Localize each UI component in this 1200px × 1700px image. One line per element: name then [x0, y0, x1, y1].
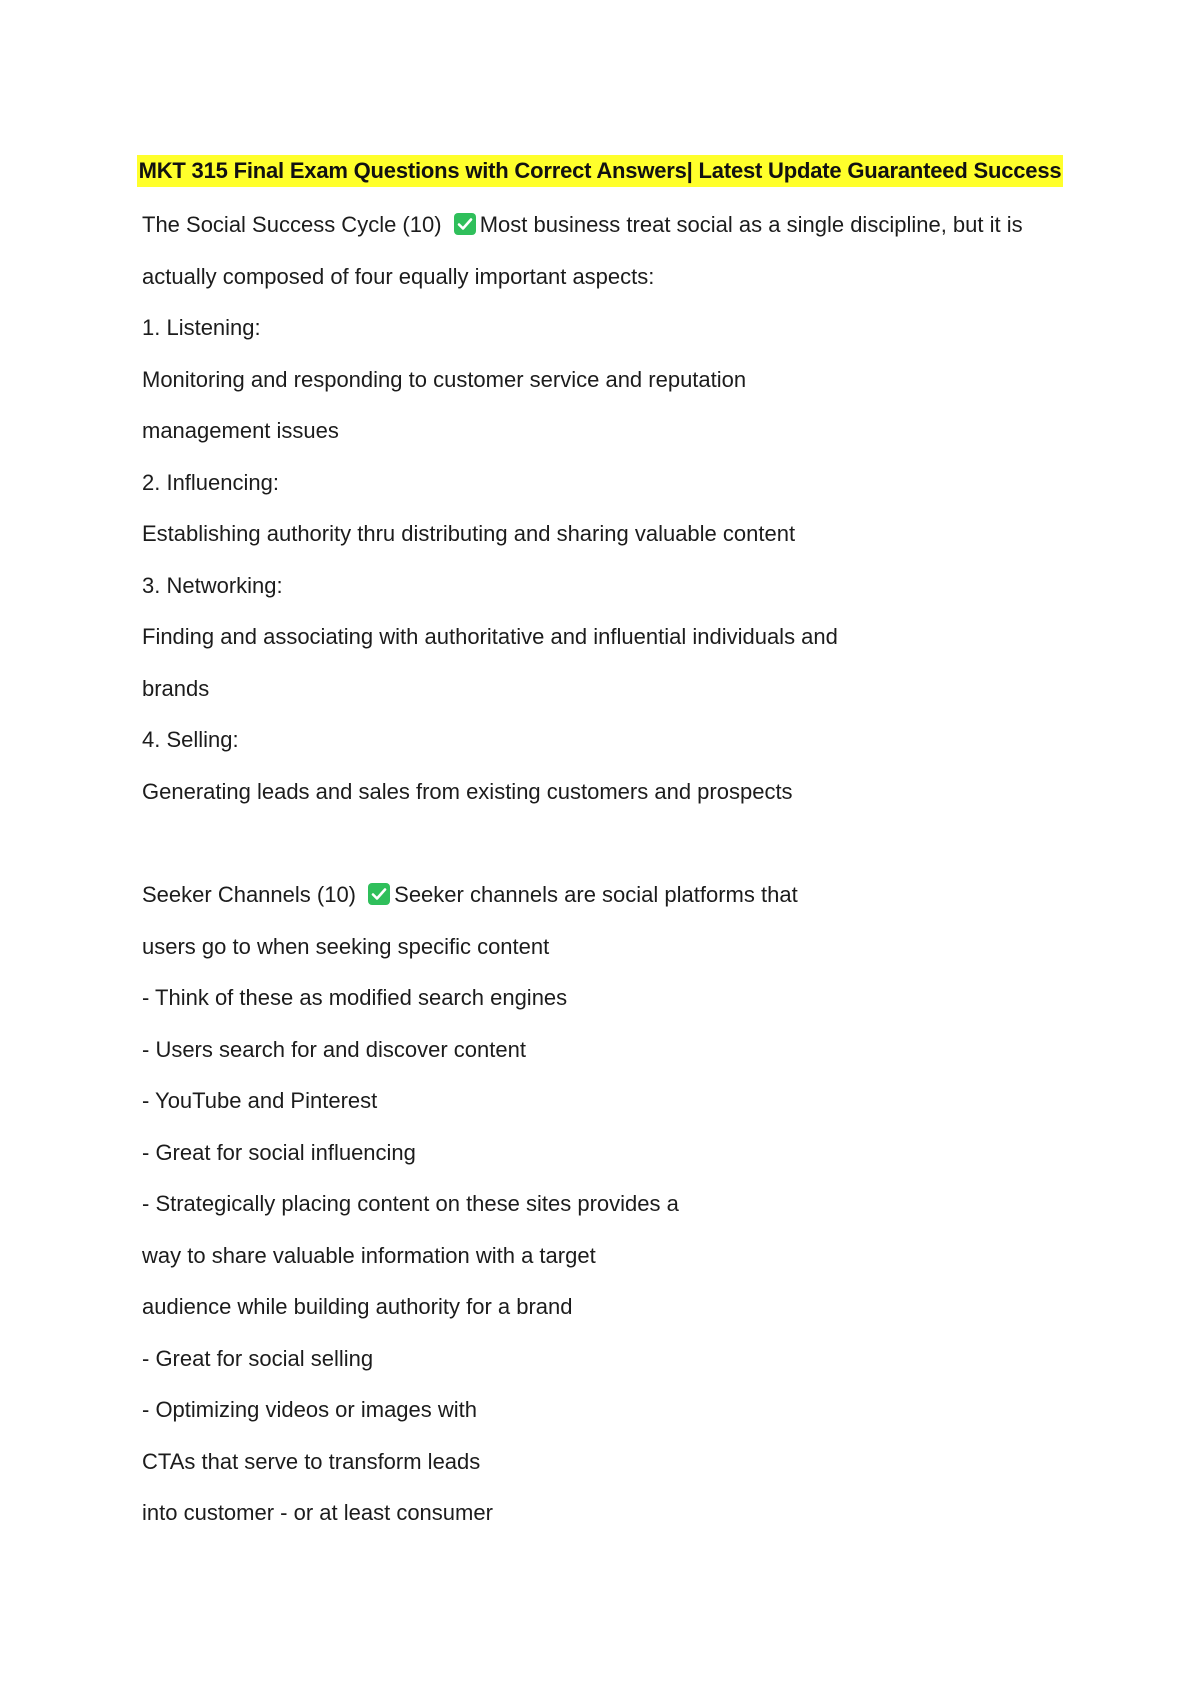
question-line — [142, 877, 1102, 929]
text-line: Monitoring and responding to customer service and reputation — [142, 366, 747, 392]
text-line: - Great for social selling — [142, 1345, 374, 1371]
text-line: - Users search for and discover content — [142, 1036, 526, 1062]
document-body — [142, 207, 1102, 1547]
question-line — [142, 207, 1102, 259]
text-line: Establishing authority thru distributing and sharing valuable content — [142, 521, 796, 546]
question-text: The Social Success Cycle (10) — [142, 212, 442, 237]
text-line: 1. Listening: — [142, 315, 261, 340]
check-mark-icon — [454, 213, 476, 235]
text-line: - Great for social influencing — [142, 1139, 416, 1165]
text-line: - Strategically placing content on these sites provides a — [142, 1191, 679, 1216]
text-line: management issues — [142, 418, 339, 443]
check-mark-icon — [368, 883, 390, 905]
section-gap — [142, 825, 1102, 877]
text-line: audience while building authority for a brand — [142, 1294, 573, 1319]
text-line: 3. Networking: — [142, 572, 283, 598]
text-line: actually composed of four equally important aspects: — [142, 263, 655, 289]
text-line: way to share valuable information with a target — [142, 1242, 596, 1268]
text-line: users go to when seeking specific content — [142, 933, 550, 959]
answer-text: Seeker channels are social platforms that — [394, 882, 798, 907]
text-line: 4. Selling: — [142, 727, 239, 752]
text-line: into customer - or at least consumer — [142, 1500, 493, 1525]
text-line: - Think of these as modified search engines — [142, 985, 568, 1010]
text-line: brands — [142, 675, 210, 701]
title-wrapper — [0, 155, 1200, 187]
text-line: - YouTube and Pinterest — [142, 1088, 378, 1113]
answer-text: Most business treat social as a single discipline, but it is — [479, 212, 1023, 237]
text-line: - Optimizing videos or images with — [142, 1397, 478, 1422]
text-line: Generating leads and sales from existing customers and prospects — [142, 778, 793, 804]
text-line: Finding and associating with authoritative and influential individuals and — [142, 624, 838, 649]
text-line: CTAs that serve to transform leads — [142, 1448, 481, 1474]
question-text: Seeker Channels (10) — [142, 882, 357, 907]
text-line: 2. Influencing: — [142, 469, 279, 495]
document-title: MKT 315 Final Exam Questions with Correct Answers| Latest Update Guaranteed Success — [137, 155, 1064, 187]
